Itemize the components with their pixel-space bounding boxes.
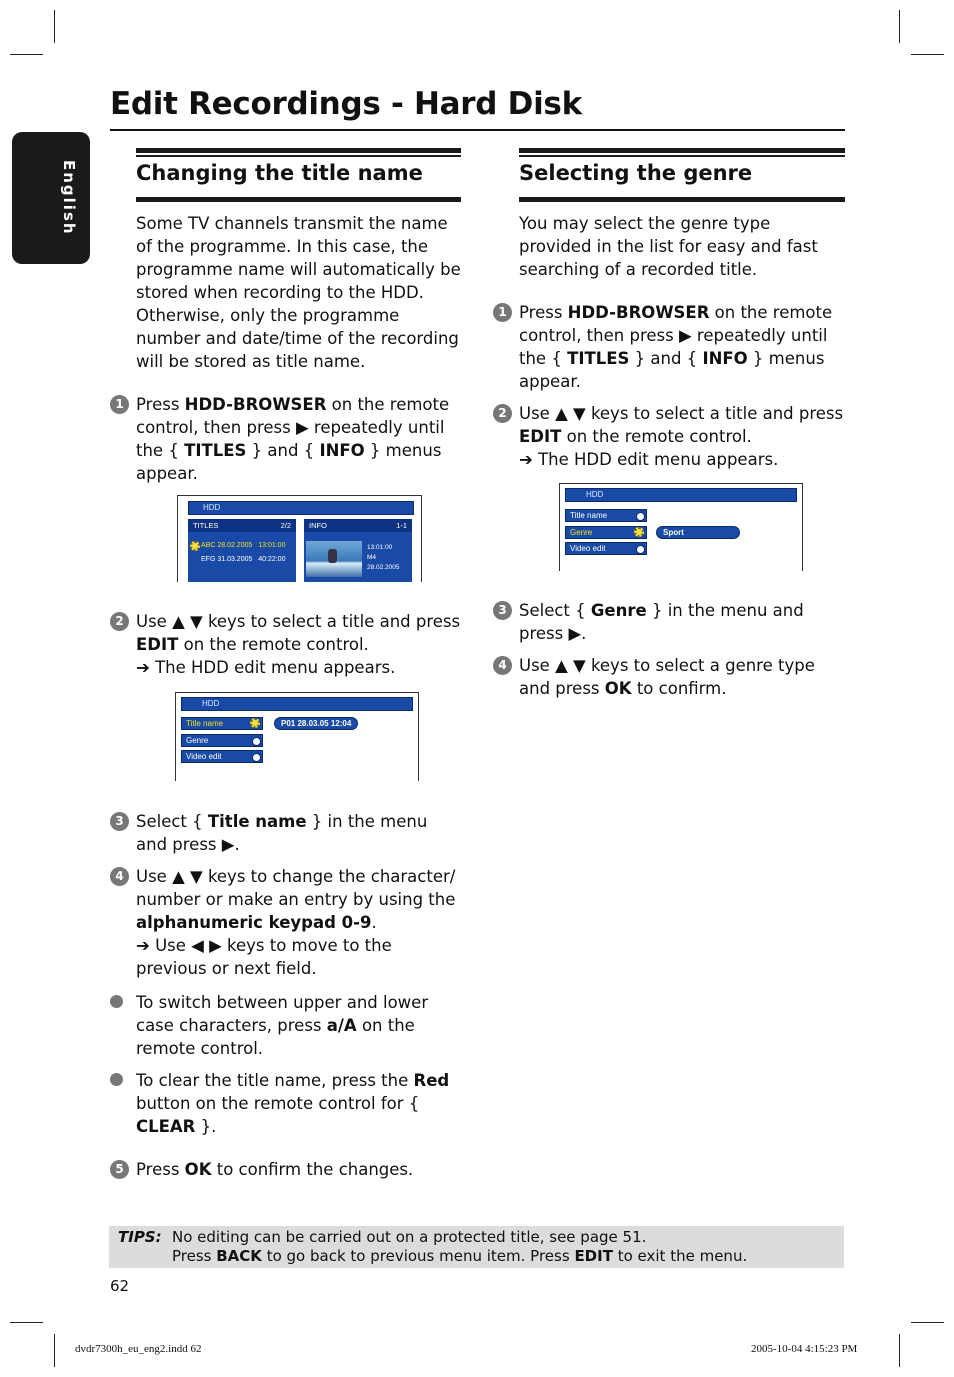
heading-rule	[519, 148, 845, 153]
crop-mark	[899, 10, 900, 43]
surfer-figure	[328, 549, 337, 563]
step-text: Press OK to confirm the changes.	[136, 1160, 414, 1179]
step-text: Use ▲ ▼ keys to select a title and press EDIT on the remote control. ➔ The HDD edit menu appears.	[136, 612, 461, 677]
titles-panel	[188, 519, 296, 582]
heading-rule	[519, 199, 845, 202]
menu-item-genre[interactable]: Genre	[181, 734, 263, 747]
titles-panel-header: TITLES 2/2	[188, 519, 296, 532]
hdd-edit-screen-title	[175, 692, 419, 781]
crop-mark	[899, 1334, 900, 1367]
step-text: Use ▲ ▼ keys to change the character/ number or make an entry by using the alphanumeric keypad 0-9. ➔ Use ◀ ▶ keys to move to the previous or next field.	[136, 867, 456, 978]
step-text: Press HDD-BROWSER on the remote control, then press ▶ repeatedly until the { TITLES } and { INFO } menus appear.	[136, 395, 450, 483]
intro-paragraph: You may select the genre type provided in the list for easy and fast searching of a recorded title.	[519, 214, 818, 279]
step-number: 3	[110, 812, 129, 831]
title-row[interactable]: EFG 31.03.2005 40:22:00	[201, 556, 286, 563]
crop-mark	[54, 10, 55, 43]
bullet-text: To switch between upper and lower case characters, press a/A on the remote control.	[136, 993, 429, 1058]
info-panel-header: INFO 1-1	[304, 519, 412, 532]
step-text: Press HDD-BROWSER on the remote control, then press ▶ repeatedly until the { TITLES } and { INFO } menus appear.	[519, 303, 833, 391]
footer-filename: dvdr7300h_eu_eng2.indd 62	[75, 1343, 202, 1355]
menu-item-video-edit[interactable]: Video edit	[565, 542, 647, 555]
menu-item-title-name[interactable]: Title name	[565, 509, 647, 522]
hdd-bar: HDD	[565, 488, 797, 502]
language-tab	[12, 132, 90, 264]
title-name-value[interactable]: P01 28.03.05 12:04	[274, 717, 358, 730]
tips-box	[109, 1226, 844, 1268]
bullet-icon	[110, 1073, 123, 1086]
hdd-edit-screen-genre	[559, 483, 803, 571]
language-tab-label: English	[60, 160, 78, 236]
selection-cursor-icon	[250, 718, 260, 728]
heading-rule	[519, 155, 845, 157]
tips-text: No editing can be carried out on a protected title, see page 51. Press BACK to go back to previous menu item. Press EDIT to exit the menu.	[172, 1228, 748, 1265]
thumbnail-image	[306, 541, 362, 577]
step-number: 1	[110, 395, 129, 414]
bullet-text: To clear the title name, press the Red button on the remote control for { CLEAR }.	[136, 1071, 450, 1136]
step-number: 3	[493, 601, 512, 620]
footer-timestamp: 2005-10-04 4:15:23 PM	[751, 1343, 858, 1355]
section-heading-title-name: Changing the title name	[136, 161, 423, 185]
intro-paragraph: Some TV channels transmit the name of the programme. In this case, the programme name will automatically be stored when recording to the HDD. Otherwise, only the programme number and date/time of the recording will be stored as title name.	[136, 214, 461, 371]
menu-item-title-name[interactable]: Title name	[181, 717, 263, 730]
bullet-icon	[110, 995, 123, 1008]
crop-mark	[911, 54, 944, 55]
selection-cursor-icon	[634, 527, 644, 537]
heading-rule	[136, 199, 461, 202]
info-details: 13:01:00 M4 28.02.2005	[367, 544, 400, 571]
step-number: 2	[493, 404, 512, 423]
menu-item-video-edit[interactable]: Video edit	[181, 750, 263, 763]
crop-mark	[10, 1322, 43, 1323]
info-panel	[304, 519, 412, 582]
hdd-browser-screen	[177, 495, 422, 582]
step-number: 1	[493, 303, 512, 322]
step-number: 5	[110, 1160, 129, 1179]
hdd-bar: HDD	[181, 697, 413, 711]
title-rule	[110, 129, 845, 131]
step-text: Use ▲ ▼ keys to select a genre type and press OK to confirm.	[519, 656, 815, 698]
step-number: 2	[110, 612, 129, 631]
step-text: Select { Title name } in the menu and press ▶.	[136, 812, 428, 854]
page-title: Edit Recordings - Hard Disk	[110, 86, 582, 122]
heading-rule	[136, 148, 461, 153]
hdd-bar: HDD	[188, 501, 414, 515]
menu-item-genre[interactable]: Genre	[565, 526, 647, 539]
selection-cursor-icon	[190, 541, 200, 551]
step-text: Select { Genre } in the menu and press ▶.	[519, 601, 804, 643]
heading-rule	[136, 155, 461, 157]
crop-mark	[10, 54, 43, 55]
tips-label: TIPS:	[118, 1228, 162, 1246]
step-number: 4	[110, 867, 129, 886]
step-text: Use ▲ ▼ keys to select a title and press EDIT on the remote control. ➔ The HDD edit menu appears.	[519, 404, 844, 469]
step-number: 4	[493, 656, 512, 675]
crop-mark	[911, 1322, 944, 1323]
section-heading-genre: Selecting the genre	[519, 161, 753, 185]
page-number: 62	[110, 1277, 130, 1295]
title-row-selected[interactable]: ABC 28.02.2005 13:01:00	[201, 542, 286, 549]
genre-value[interactable]: Sport	[656, 526, 740, 539]
crop-mark	[54, 1334, 55, 1367]
